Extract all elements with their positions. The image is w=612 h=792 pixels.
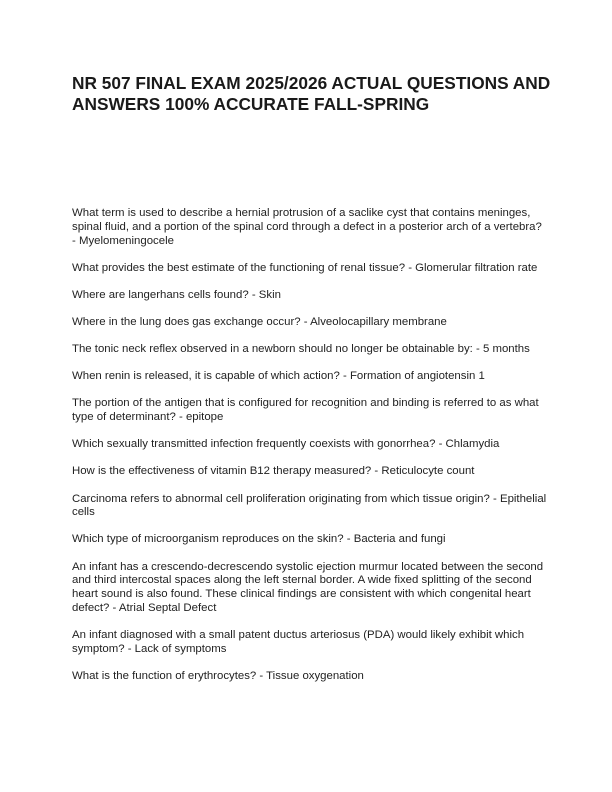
- page-title: NR 507 FINAL EXAM 2025/2026 ACTUAL QUESTIONS AND ANSWERS 100% ACCURATE FALL-SPRING: [72, 73, 551, 114]
- qa-item: The tonic neck reflex observed in a newborn should no longer be obtainable by: - 5 months: [72, 343, 530, 356]
- qa-item: What is the function of erythrocytes? - Tissue oxygenation: [72, 669, 364, 682]
- qa-item: Carcinoma refers to abnormal cell proliferation originating from which tissue origin? - Epithelial cells: [72, 492, 547, 519]
- qa-item: An infant diagnosed with a small patent ductus arteriosus (PDA) would likely exhibit which symptom? - Lack of symptoms: [72, 628, 525, 655]
- qa-list: [72, 207, 548, 697]
- qa-item: Which type of microorganism reproduces on the skin? - Bacteria and fungi: [72, 533, 446, 546]
- qa-item: What term is used to describe a hernial protrusion of a saclike cyst that contains meninges, spinal fluid, and a portion of the spinal cord through a defect in a posterior arch of a vertebra? - Myelomeningocele: [72, 207, 542, 247]
- qa-item: Which sexually transmitted infection frequently coexists with gonorrhea? - Chlamydia: [72, 438, 500, 451]
- qa-item: Where are langerhans cells found? - Skin: [72, 288, 281, 301]
- qa-item: An infant has a crescendo-decrescendo systolic ejection murmur located between the second and third intercostal spaces along the left sternal border. A wide fixed splitting of the second heart sound is also found. These clinical findings are consistent with which congenital heart defect? - Atrial Septal Defect: [72, 560, 544, 614]
- qa-item: When renin is released, it is capable of which action? - Formation of angiotensin 1: [72, 370, 485, 383]
- qa-item: What provides the best estimate of the functioning of renal tissue? - Glomerular filtration rate: [72, 261, 538, 274]
- qa-item: How is the effectiveness of vitamin B12 therapy measured? - Reticulocyte count: [72, 465, 475, 478]
- qa-item: Where in the lung does gas exchange occur? - Alveolocapillary membrane: [72, 315, 447, 328]
- qa-item: The portion of the antigen that is configured for recognition and binding is referred to as what type of determinant? - epitope: [72, 397, 539, 424]
